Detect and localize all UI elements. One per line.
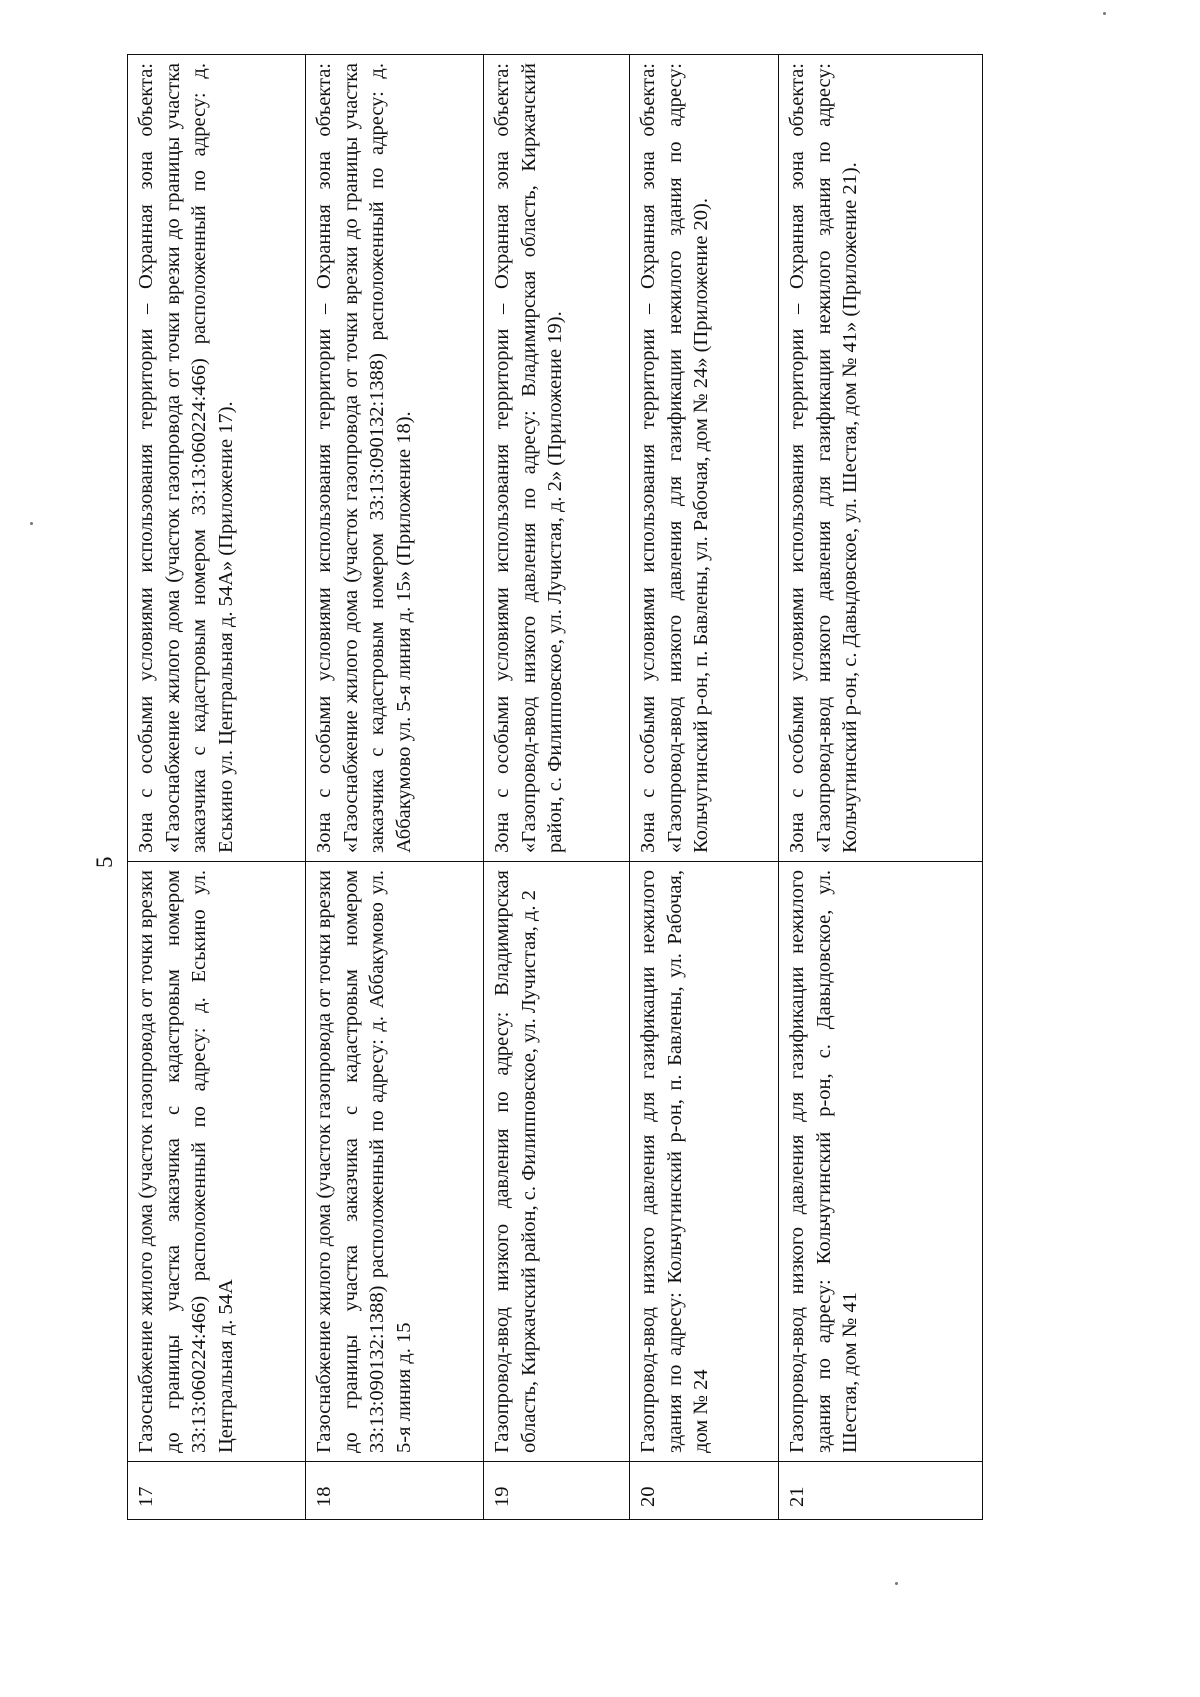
- zone-description-cell: Зона с особыми условиями использования территории – Охранная зона объекта: «Газопровод-ввод низкого давления для газификации нежилого здания по адресу: Кольчугинский р-он, п. Бавлены, ул. Рабочая, дом № 24» (Приложение 20).: [630, 55, 779, 862]
- zone-description-cell: Зона с особыми условиями использования территории – Охранная зона объекта: «Газопровод-ввод низкого давления по адресу: Владимирская область, Киржачский район, с. Филипповское, ул. Лучистая, д. 2» (Приложение 19).: [484, 55, 630, 862]
- table-container: [127, 55, 982, 1520]
- zone-description-cell: Зона с особыми условиями использования территории – Охранная зона объекта: «Газоснабжение жилого дома (участок газопровода от точки врезки до границы участка заказчика с кадастровым номером 33:13:060224:466) расположенный по адресу: д. Еськино ул. Центральная д. 54А» (Приложение 17).: [128, 55, 306, 862]
- table-row: [128, 55, 306, 1520]
- page-number: 5: [92, 856, 117, 868]
- table-row: [306, 55, 484, 1520]
- zone-description-cell: Зона с особыми условиями использования территории – Охранная зона объекта: «Газопровод-ввод низкого давления для газификации нежилого здания по адресу: Кольчугинский р-он, с. Давыдовское, ул. Шестая, дом № 41» (Приложение 21).: [779, 55, 983, 862]
- object-name-cell: Газоснабжение жилого дома (участок газопровода от точки врезки до границы участка заказчика с кадастровым номером 33:13:060224:466) расположенный по адресу: д. Еськино ул. Центральная д. 54А: [128, 862, 306, 1462]
- row-number: 17: [128, 1462, 306, 1520]
- zones-table: [127, 54, 983, 1520]
- row-number: 19: [484, 1462, 630, 1520]
- table-row: [779, 55, 983, 1520]
- object-name-cell: Газопровод-ввод низкого давления для газификации нежилого здания по адресу: Кольчугинский р-он, с. Давыдовское, ул. Шестая, дом № 41: [779, 862, 983, 1462]
- table-row: [630, 55, 779, 1520]
- object-name-cell: Газопровод-ввод низкого давления для газификации нежилого здания по адресу: Кольчугинский р-он, п. Бавлены, ул. Рабочая, дом № 24: [630, 862, 779, 1462]
- object-name-cell: Газоснабжение жилого дома (участок газопровода от точки врезки до границы участка заказчика с кадастровым номером 33:13:090132:1388) расположенный по адресу: д. Аббакумово ул. 5-я линия д. 15: [306, 862, 484, 1462]
- table-row: [484, 55, 630, 1520]
- scan-speck: [30, 522, 33, 525]
- object-name-cell: Газопровод-ввод низкого давления по адресу: Владимирская область, Киржачский район, с. Филипповское, ул. Лучистая, д. 2: [484, 862, 630, 1462]
- row-number: 18: [306, 1462, 484, 1520]
- scan-speck: [1103, 12, 1106, 15]
- zone-description-cell: Зона с особыми условиями использования территории – Охранная зона объекта: «Газоснабжение жилого дома (участок газопровода от точки врезки до границы участка заказчика с кадастровым номером 33:13:090132:1388) расположенный по адресу: д. Аббакумово ул. 5-я линия д. 15» (Приложение 18).: [306, 55, 484, 862]
- scan-speck: [895, 1582, 898, 1585]
- row-number: 21: [779, 1462, 983, 1520]
- row-number: 20: [630, 1462, 779, 1520]
